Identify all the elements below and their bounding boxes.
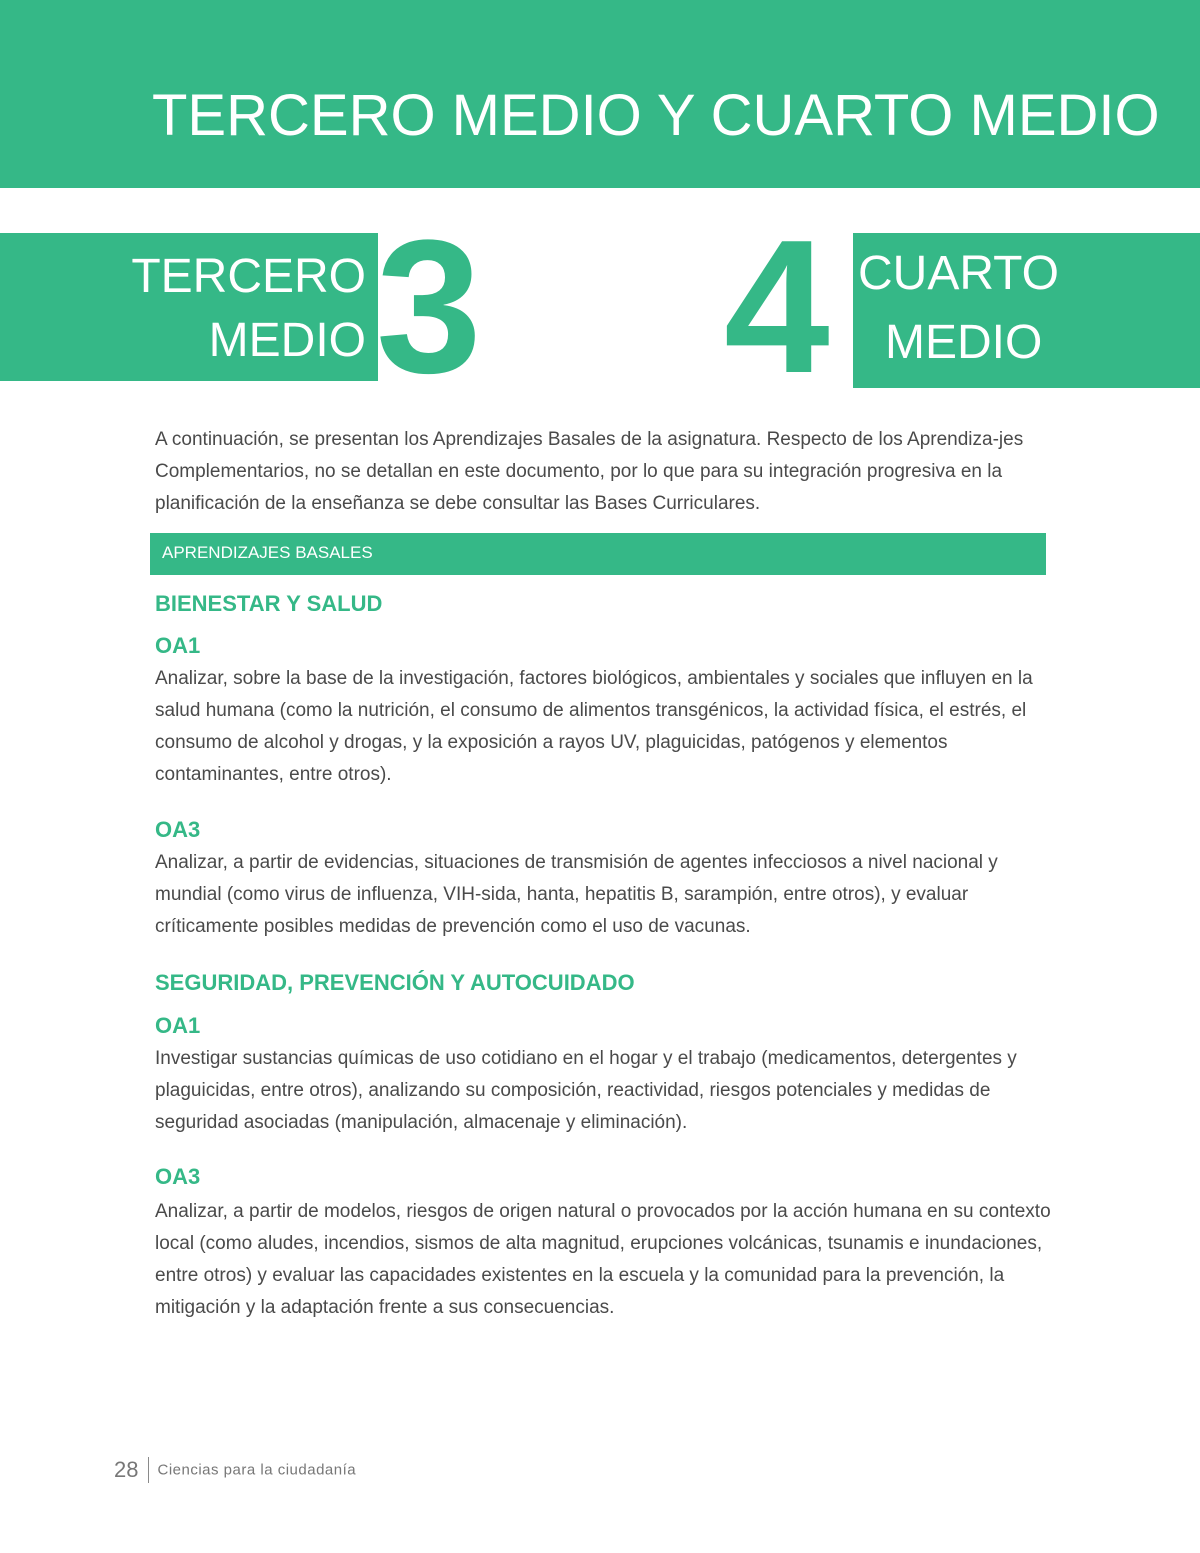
oa-text: Analizar, a partir de modelos, riesgos de origen natural o provocados por la acción humana en su contexto local (como aludes, incendios, sismos de alta magnitud, erupciones volcánicas, tsunamis e inundaciones, entre otros) y evaluar las capacidades existentes en la escuela y la comunidad para la prevención, la mitigación y la adaptación frente a sus consecuencias. bbox=[155, 1201, 1051, 1318]
oa-text: Investigar sustancias químicas de uso cotidiano en el hogar y el trabajo (medicamentos, detergentes y plaguicidas, entre otros), analizando su composición, reactividad, riesgos potenciales y medidas de seguridad asociadas (manipulación, almacenaje y eliminación). bbox=[155, 1048, 1017, 1133]
footer-divider bbox=[148, 1457, 149, 1483]
page-title: TERCERO MEDIO Y CUARTO MEDIO bbox=[152, 83, 1160, 148]
section-bar-label: APRENDIZAJES BASALES bbox=[162, 543, 373, 562]
grade-cuarto-line2: MEDIO bbox=[885, 316, 1043, 369]
section-heading-seguridad: SEGURIDAD, PREVENCIÓN Y AUTOCUIDADO bbox=[155, 970, 635, 995]
oa-label: OA1 bbox=[155, 1013, 201, 1038]
oa-label: OA1 bbox=[155, 633, 201, 658]
page-footer bbox=[114, 1457, 356, 1483]
grade-number-4: 4 bbox=[724, 201, 830, 413]
top-banner bbox=[0, 0, 1200, 188]
page-number: 28 bbox=[114, 1457, 139, 1482]
oa-label: OA3 bbox=[155, 1164, 201, 1189]
grade-tercero-line2: MEDIO bbox=[208, 314, 366, 367]
grade-tercero-line1: TERCERO bbox=[131, 250, 366, 303]
section-heading-bienestar: BIENESTAR Y SALUD bbox=[155, 591, 383, 616]
grade-number-3: 3 bbox=[376, 201, 482, 413]
grade-cuarto-line1: CUARTO bbox=[858, 247, 1059, 300]
footer-subject: Ciencias para la ciudadanía bbox=[157, 1461, 357, 1479]
intro-paragraph: A continuación, se presentan los Aprendizajes Basales de la asignatura. Respecto de los Aprendiza-jes Complementarios, no se detallan en este documento, por lo que para su integración progresiva en la planificación de la enseñanza se debe consultar las Bases Curriculares. bbox=[155, 429, 1024, 514]
section-bar bbox=[150, 533, 1046, 575]
oa-label: OA3 bbox=[155, 817, 201, 842]
oa-text: Analizar, sobre la base de la investigación, factores biológicos, ambientales y sociales que influyen en la salud humana (como la nutrición, el consumo de alimentos transgénicos, la actividad física, el estrés, el consumo de alcohol y drogas, y la exposición a rayos UV, plaguicidas, patógenos y elementos contaminantes, entre otros). bbox=[155, 668, 1033, 785]
grade-cuarto-box bbox=[853, 233, 1200, 388]
grade-tercero-box bbox=[0, 233, 378, 381]
oa-text: Analizar, a partir de evidencias, situaciones de transmisión de agentes infecciosos a nivel nacional y mundial (como virus de influenza, VIH-sida, hanta, hepatitis B, sarampión, entre otros), y evaluar críticamente posibles medidas de prevención como el uso de vacunas. bbox=[155, 852, 998, 937]
